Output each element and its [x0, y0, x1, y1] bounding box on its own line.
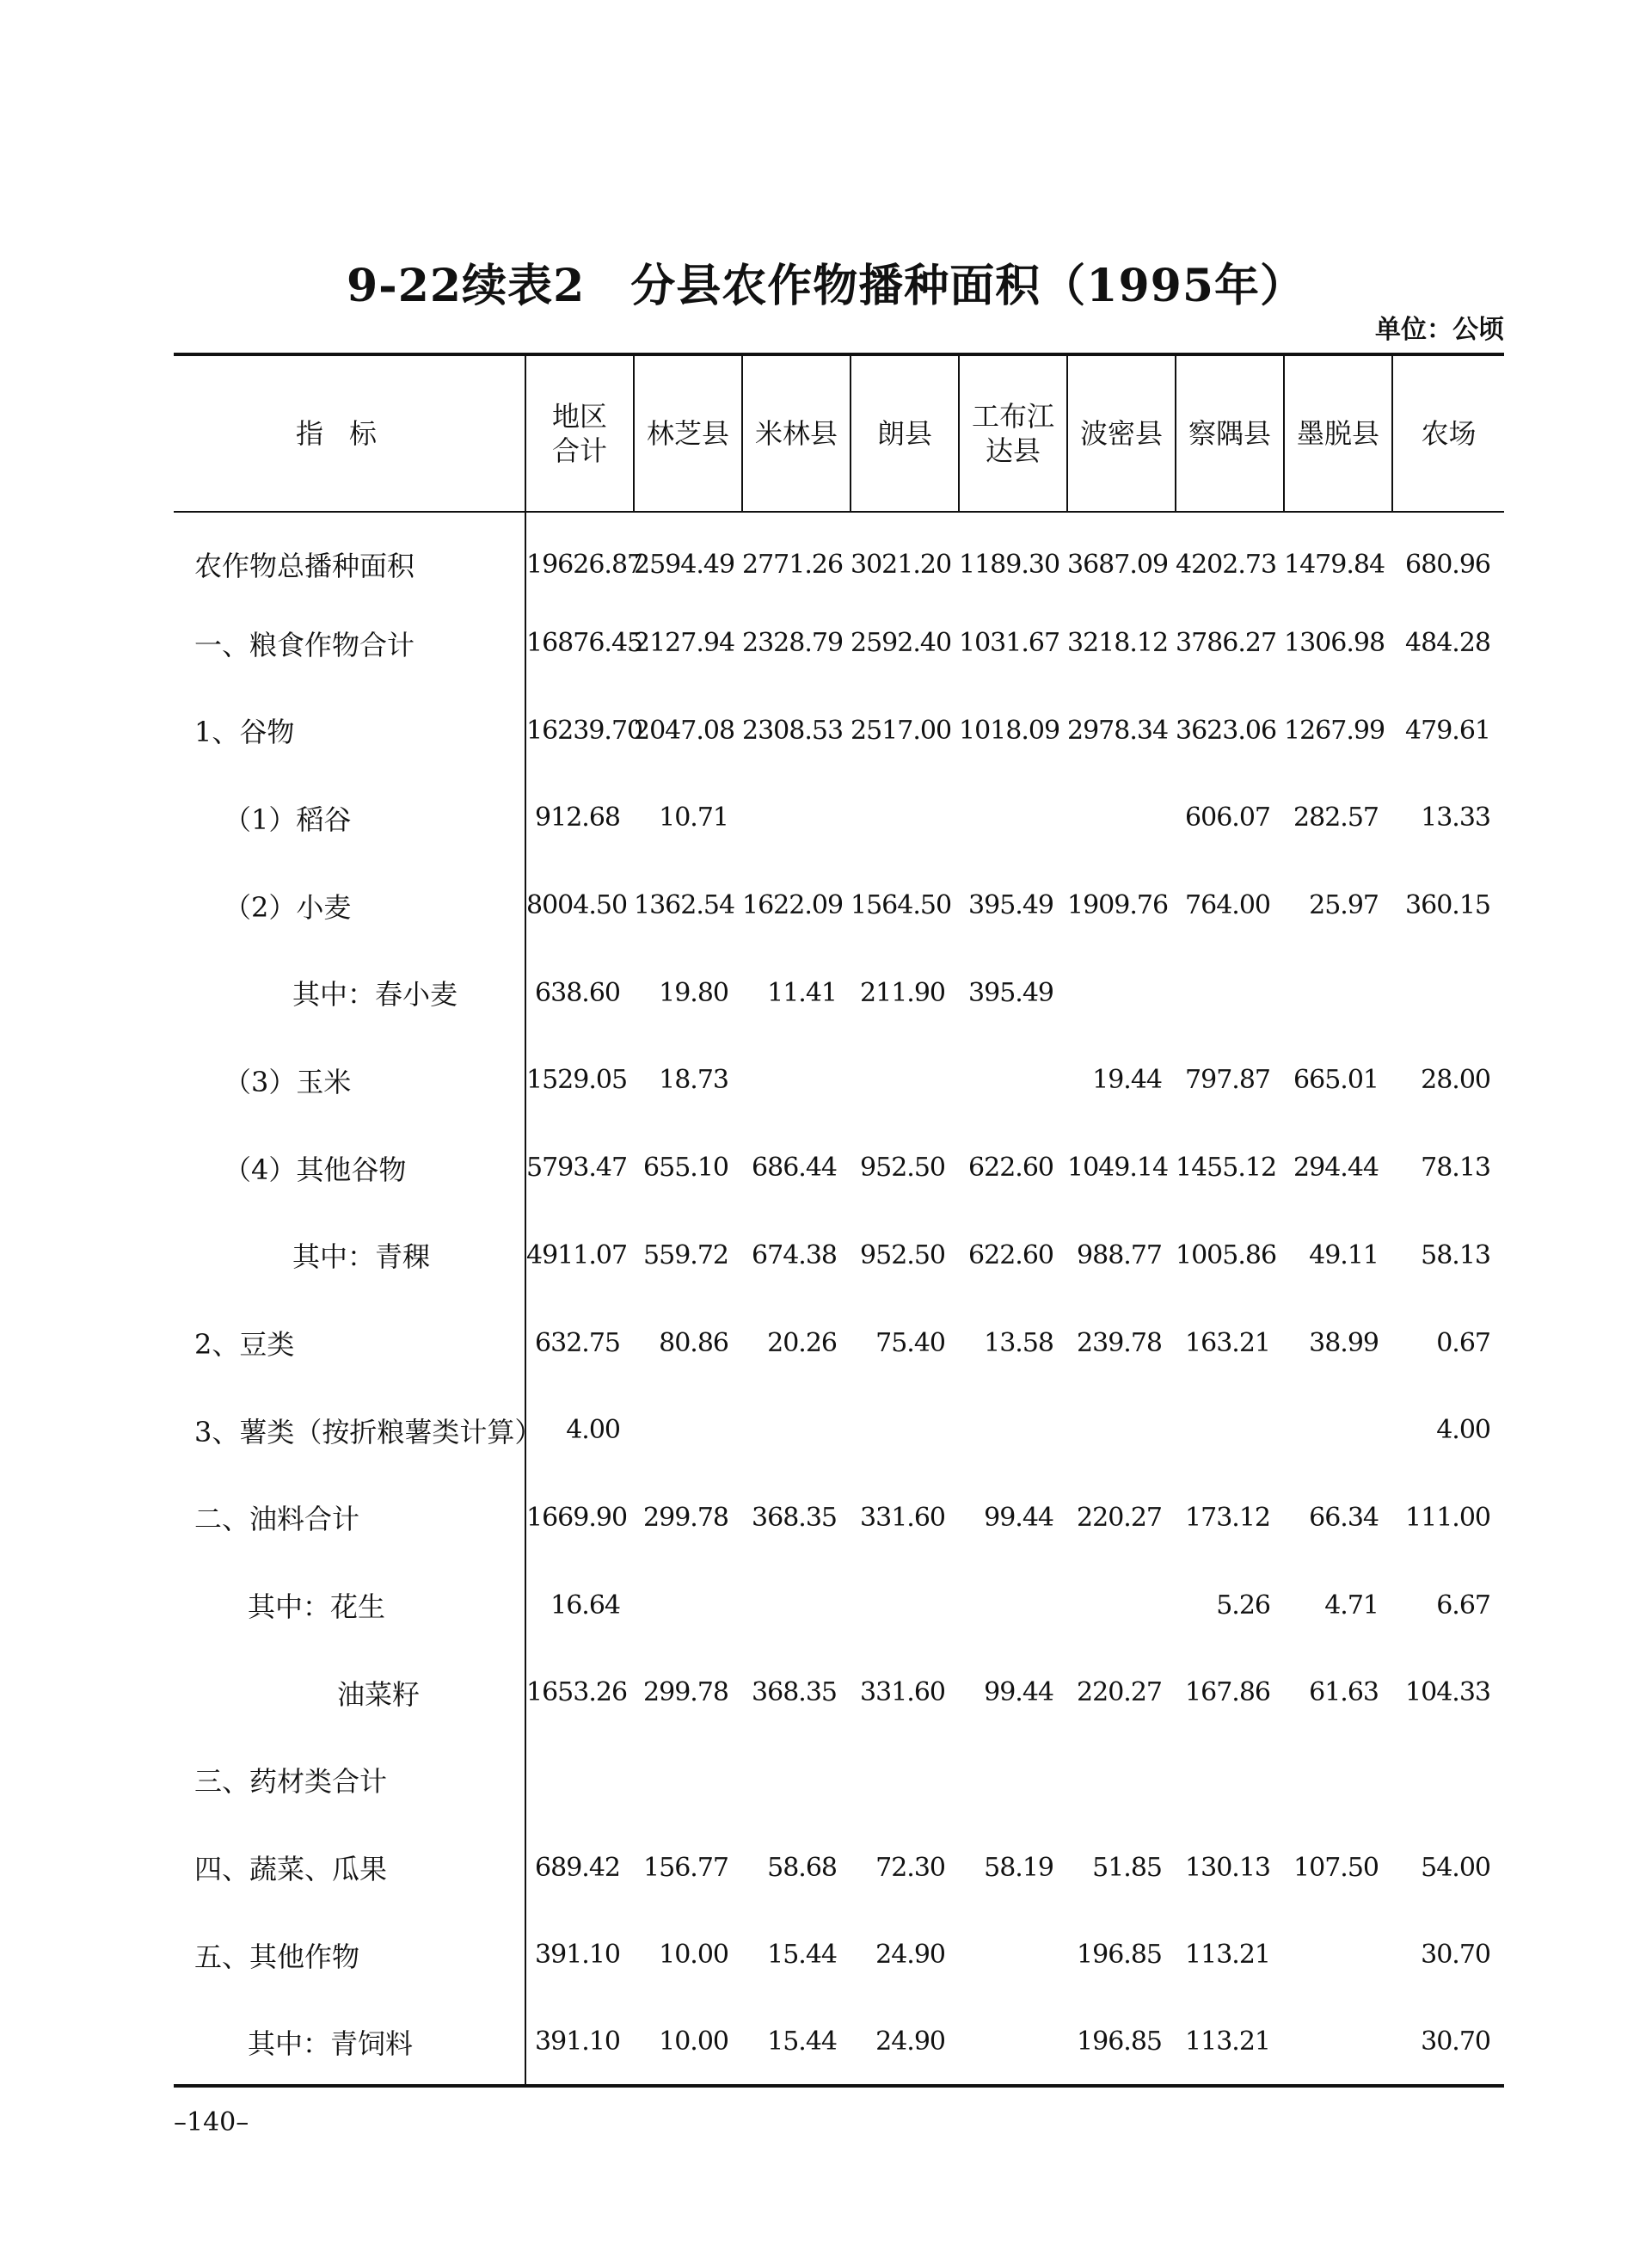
table-cell: 2978.34 [1067, 715, 1169, 746]
table-cell: 173.12 [1185, 1502, 1270, 1533]
table-cell [959, 1387, 1067, 1474]
table-cell [1392, 949, 1504, 1036]
table-cell: 4.00 [566, 1415, 620, 1446]
table-cell: 638.60 [535, 977, 620, 1008]
table-cell [1067, 1387, 1176, 1474]
table-cell: 10.71 [659, 803, 728, 833]
table-cell: 16239.70 [526, 715, 643, 746]
table-cell: 78.13 [1421, 1153, 1490, 1184]
table-cell [959, 1999, 1067, 2087]
table-cell: 104.33 [1405, 1677, 1490, 1708]
table-cell: 686.44 [752, 1153, 837, 1184]
table-cell: 20.26 [767, 1327, 837, 1358]
table-cell [851, 774, 959, 862]
table-cell: 282.57 [1293, 803, 1379, 833]
table-cell: 952.50 [860, 1153, 945, 1184]
table-cell [634, 1737, 742, 1824]
table-cell: 1669.90 [526, 1502, 628, 1533]
table-cell [1067, 774, 1176, 862]
table-cell: 8004.50 [526, 890, 628, 921]
page-number: –140– [174, 2107, 249, 2137]
table-cell: 196.85 [1077, 1940, 1162, 1971]
header-column: 米林县 [742, 354, 851, 512]
table-cell: 6.67 [1436, 1590, 1490, 1620]
row-label: 二、油料合计 [174, 1474, 525, 1562]
table-cell [742, 1561, 851, 1649]
row-label: 1、谷物 [174, 686, 525, 774]
table-cell: 1049.14 [1067, 1153, 1169, 1184]
table-cell: 299.78 [643, 1502, 728, 1533]
table-cell [1284, 1999, 1392, 2087]
table-cell: 111.00 [1405, 1502, 1490, 1533]
table-cell: 167.86 [1185, 1677, 1270, 1708]
table-cell [525, 1737, 634, 1824]
header-column: 工布江 达县 [959, 354, 1067, 512]
table-cell [742, 1387, 851, 1474]
page-title: 9-22续表2 分县农作物播种面积（1995年） [346, 260, 1306, 312]
table-cell: 220.27 [1077, 1677, 1162, 1708]
table-cell: 58.68 [767, 1852, 837, 1883]
table-cell: 19626.87 [526, 549, 643, 580]
row-label: （3）玉米 [174, 1036, 525, 1124]
table-row [174, 1124, 1504, 1212]
table-cell: 3623.06 [1176, 715, 1277, 746]
row-label: 五、其他作物 [174, 1911, 525, 1999]
table-cell: 66.34 [1309, 1502, 1379, 1533]
table-cell: 51.85 [1092, 1852, 1162, 1883]
table-cell: 3687.09 [1067, 549, 1169, 580]
table-cell: 479.61 [1405, 715, 1490, 746]
row-label: 其中：青饲料 [174, 1999, 525, 2087]
header-row [174, 354, 1504, 512]
table-cell: 16876.45 [526, 628, 643, 659]
table-cell [634, 1387, 742, 1474]
table-cell: 24.90 [875, 2026, 945, 2057]
table-cell [1284, 1911, 1392, 1999]
table-cell: 5793.47 [526, 1153, 628, 1184]
table-row [174, 949, 1504, 1036]
table-cell: 49.11 [1309, 1239, 1379, 1270]
table-cell [1176, 949, 1284, 1036]
header-indicator: 指标 [295, 417, 402, 450]
table-cell: 1005.86 [1176, 1239, 1277, 1270]
table-row [174, 1299, 1504, 1387]
table-cell: 54.00 [1421, 1852, 1490, 1883]
table-cell: 368.35 [752, 1502, 837, 1533]
table-cell: 1653.26 [526, 1677, 628, 1708]
row-label: （1）稻谷 [174, 774, 525, 862]
table-cell: 1564.50 [851, 890, 952, 921]
table-cell: 25.97 [1309, 890, 1379, 921]
row-label: 其中：青稞 [174, 1212, 525, 1300]
table-cell: 3021.20 [851, 549, 952, 580]
table-cell: 331.60 [860, 1677, 945, 1708]
table-cell: 622.60 [968, 1153, 1053, 1184]
row-label: （4）其他谷物 [174, 1124, 525, 1212]
table-row [174, 600, 1504, 687]
row-label: 油菜籽 [174, 1649, 525, 1737]
table-row [174, 1911, 1504, 1999]
row-label: 其中：春小麦 [174, 949, 525, 1036]
row-label: 其中：花生 [174, 1561, 525, 1649]
table-cell: 331.60 [860, 1502, 945, 1533]
table-cell [851, 1387, 959, 1474]
table-cell: 58.13 [1421, 1239, 1490, 1270]
table-cell: 113.21 [1185, 1940, 1270, 1971]
table-cell: 196.85 [1077, 2026, 1162, 2057]
row-label: 2、豆类 [174, 1299, 525, 1387]
table-cell: 632.75 [535, 1327, 620, 1358]
table-cell [1284, 949, 1392, 1036]
table-cell: 1267.99 [1284, 715, 1385, 746]
table-cell: 80.86 [659, 1327, 728, 1358]
table-cell: 30.70 [1421, 1940, 1490, 1971]
table-cell [1067, 1561, 1176, 1649]
table-cell: 1622.09 [742, 890, 844, 921]
table-cell [959, 1737, 1067, 1824]
table-cell: 130.13 [1185, 1852, 1270, 1883]
table-cell: 689.42 [535, 1852, 620, 1883]
table-cell [1392, 1737, 1504, 1824]
table-cell: 28.00 [1421, 1065, 1490, 1096]
table-cell: 764.00 [1185, 890, 1270, 921]
table-cell: 1018.09 [959, 715, 1060, 746]
table-cell: 211.90 [860, 977, 945, 1008]
table-cell: 3218.12 [1067, 628, 1169, 659]
table-cell: 655.10 [643, 1153, 728, 1184]
table-cell [1176, 1737, 1284, 1824]
unit-label: 单位：公顷 [1375, 315, 1504, 345]
table-row [174, 1474, 1504, 1562]
table-cell: 2517.00 [851, 715, 952, 746]
table-cell: 5.26 [1216, 1590, 1270, 1620]
table-cell: 1031.67 [959, 628, 1060, 659]
table-cell: 15.44 [767, 2026, 837, 2057]
table-cell: 156.77 [643, 1852, 728, 1883]
table-cell: 665.01 [1293, 1065, 1379, 1096]
table-cell: 484.28 [1405, 628, 1490, 659]
header-column: 墨脱县 [1284, 354, 1392, 512]
table-cell [742, 1036, 851, 1124]
table-cell [742, 1737, 851, 1824]
table-cell: 395.49 [968, 890, 1053, 921]
table-cell: 797.87 [1185, 1065, 1270, 1096]
table-cell [1067, 1737, 1176, 1824]
header-column: 波密县 [1067, 354, 1176, 512]
table-cell: 1529.05 [526, 1065, 628, 1096]
table-cell [742, 774, 851, 862]
table-cell: 360.15 [1405, 890, 1490, 921]
table-cell: 19.80 [659, 977, 728, 1008]
row-label: 3、薯类（按折粮薯类计算） [174, 1387, 525, 1474]
table-row [174, 512, 1504, 600]
table-cell: 72.30 [875, 1852, 945, 1883]
table-row [174, 1649, 1504, 1737]
header-column: 农场 [1392, 354, 1504, 512]
statistics-table-container [174, 353, 1504, 2088]
table-cell: 3786.27 [1176, 628, 1277, 659]
table-cell: 2047.08 [634, 715, 735, 746]
table-cell: 2308.53 [742, 715, 844, 746]
table-cell: 4911.07 [526, 1239, 628, 1270]
table-cell: 38.99 [1309, 1327, 1379, 1358]
table-cell: 368.35 [752, 1677, 837, 1708]
table-cell: 163.21 [1185, 1327, 1270, 1358]
table-cell: 75.40 [875, 1327, 945, 1358]
table-cell: 16.64 [550, 1590, 620, 1620]
table-cell: 1455.12 [1176, 1153, 1277, 1184]
table-cell: 391.10 [535, 1940, 620, 1971]
table-cell [1284, 1737, 1392, 1824]
table-cell [1176, 1387, 1284, 1474]
table-cell: 1306.98 [1284, 628, 1385, 659]
table-cell: 11.41 [767, 977, 837, 1008]
table-cell: 988.77 [1077, 1239, 1162, 1270]
table-row [174, 1036, 1504, 1124]
table-cell: 952.50 [860, 1239, 945, 1270]
table-cell: 391.10 [535, 2026, 620, 2057]
table-cell [959, 774, 1067, 862]
header-column: 朗县 [851, 354, 959, 512]
table-row [174, 862, 1504, 950]
table-cell: 1362.54 [634, 890, 735, 921]
table-cell: 395.49 [968, 977, 1053, 1008]
table-cell: 2771.26 [742, 549, 844, 580]
table-cell: 10.00 [659, 1940, 728, 1971]
table-cell: 61.63 [1309, 1677, 1379, 1708]
table-cell: 15.44 [767, 1940, 837, 1971]
table-cell: 1479.84 [1284, 549, 1385, 580]
table-row [174, 1823, 1504, 1911]
table-cell: 1909.76 [1067, 890, 1169, 921]
header-column: 察隅县 [1176, 354, 1284, 512]
table-row [174, 1561, 1504, 1649]
table-cell: 24.90 [875, 1940, 945, 1971]
table-cell [959, 1911, 1067, 1999]
table-row [174, 686, 1504, 774]
table-cell: 4.00 [1436, 1415, 1490, 1446]
table-cell: 912.68 [535, 803, 620, 833]
table-cell: 2592.40 [851, 628, 952, 659]
table-body [174, 512, 1504, 2086]
table-cell: 99.44 [984, 1677, 1053, 1708]
table-cell: 606.07 [1185, 803, 1270, 833]
table-cell: 2328.79 [742, 628, 844, 659]
table-cell: 18.73 [659, 1065, 728, 1096]
table-row [174, 1737, 1504, 1824]
table-row [174, 774, 1504, 862]
crop-sown-area-table [174, 353, 1504, 2088]
table-cell: 19.44 [1092, 1065, 1162, 1096]
table-cell [851, 1737, 959, 1824]
table-row [174, 1999, 1504, 2087]
table-cell: 10.00 [659, 2026, 728, 2057]
table-cell: 2127.94 [634, 628, 735, 659]
table-cell: 4.71 [1324, 1590, 1379, 1620]
header-column: 地区 合计 [525, 354, 634, 512]
table-row [174, 1212, 1504, 1300]
table-cell: 239.78 [1077, 1327, 1162, 1358]
table-cell: 299.78 [643, 1677, 728, 1708]
table-cell [851, 1036, 959, 1124]
table-cell: 2594.49 [634, 549, 735, 580]
row-label: 三、药材类合计 [174, 1737, 525, 1824]
table-cell: 1189.30 [959, 549, 1060, 580]
header-column: 林芝县 [634, 354, 742, 512]
table-cell [1067, 949, 1176, 1036]
table-cell: 113.21 [1185, 2026, 1270, 2057]
table-cell: 622.60 [968, 1239, 1053, 1270]
table-row [174, 1387, 1504, 1474]
table-cell: 107.50 [1293, 1852, 1379, 1883]
table-cell: 294.44 [1293, 1153, 1379, 1184]
table-cell [959, 1561, 1067, 1649]
row-label: 四、蔬菜、瓜果 [174, 1823, 525, 1911]
table-cell: 4202.73 [1176, 549, 1277, 580]
table-cell: 559.72 [643, 1239, 728, 1270]
row-label: （2）小麦 [174, 862, 525, 950]
table-cell: 680.96 [1405, 549, 1490, 580]
row-label: 一、粮食作物合计 [174, 600, 525, 687]
table-cell: 220.27 [1077, 1502, 1162, 1533]
row-label: 农作物总播种面积 [174, 512, 525, 600]
table-cell [1284, 1387, 1392, 1474]
table-cell: 0.67 [1436, 1327, 1490, 1358]
table-cell: 58.19 [984, 1852, 1053, 1883]
table-cell: 13.58 [984, 1327, 1053, 1358]
table-cell [634, 1561, 742, 1649]
table-cell [851, 1561, 959, 1649]
table-cell: 13.33 [1421, 803, 1490, 833]
table-cell: 99.44 [984, 1502, 1053, 1533]
table-cell [959, 1036, 1067, 1124]
table-cell: 674.38 [752, 1239, 837, 1270]
table-cell: 30.70 [1421, 2026, 1490, 2057]
